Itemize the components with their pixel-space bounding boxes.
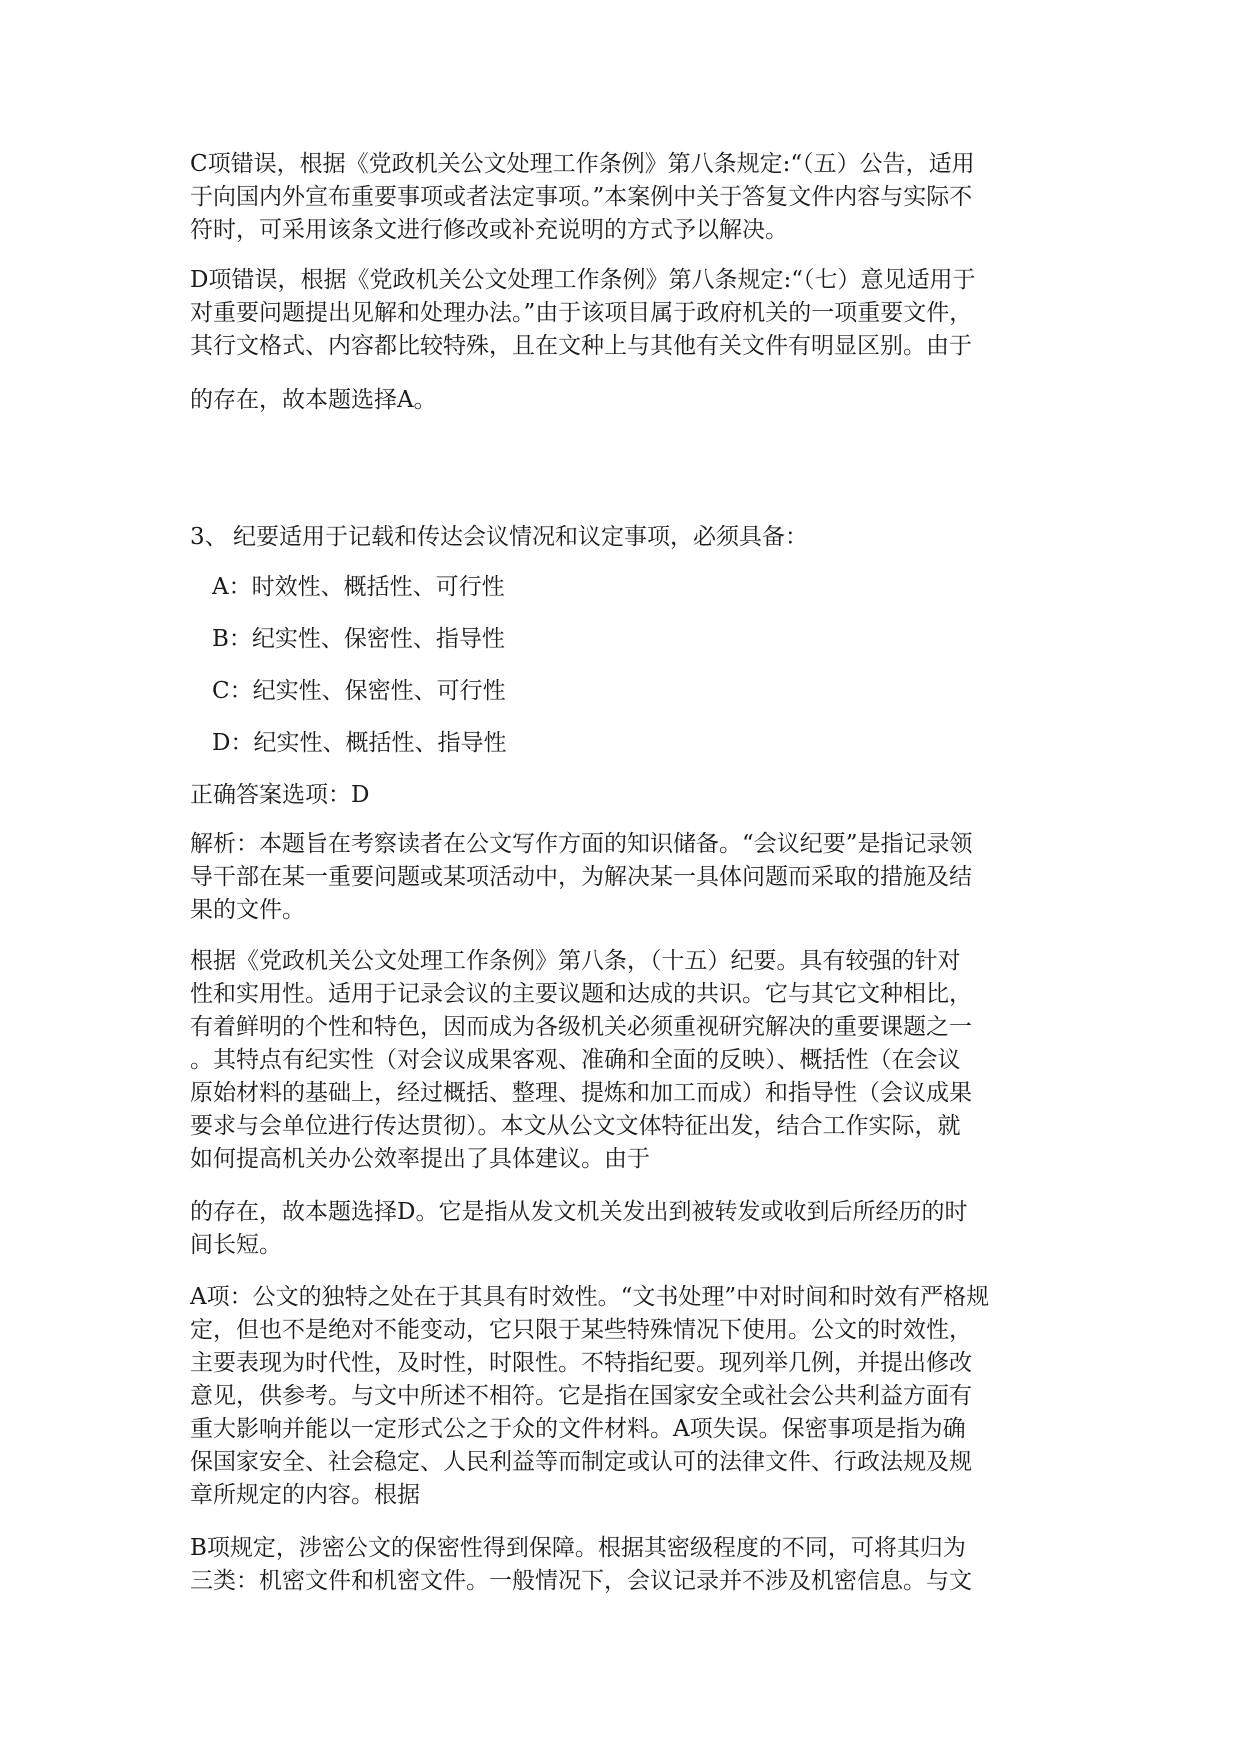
text-line: 定，但也不是绝对不能变动，它只限于某些特殊情况下使用。公文的时效性， [190,1317,972,1343]
text-line: 如何提高机关办公效率提出了具体建议。由于 [190,1146,650,1172]
text-line: 要求与会单位进行传达贯彻）。本文从公文文体特征出发，结合工作实际，就 [190,1113,961,1139]
question-number: 3、 [190,524,228,550]
text-line: B项规定，涉密公文的保密性得到保障。根据其密级程度的不同，可将其归为 [190,1535,966,1561]
option-b: B：纪实性、保密性、指导性 [212,626,505,652]
question-stem: 纪要适用于记载和传达会议情况和议定事项，必须具备： [233,524,808,550]
conclusion-d-paragraph [190,1196,1060,1262]
text-line: A项：公文的独特之处在于其具有时效性。“文书处理”中对时间和时效有严格规 [190,1284,990,1310]
analysis-paragraph [190,828,1060,927]
text-line: 对重要问题提出见解和处理办法。”由于该项目属于政府机关的一项重要文件， [190,300,973,326]
c-analysis-paragraph [190,148,1060,247]
text-line: C项错误，根据《党政机关公文处理工作条例》第八条规定:“（五）公告，适用 [190,151,975,177]
text-line: 章所规定的内容。根据 [190,1482,420,1508]
text-line: 果的文件。 [190,897,305,923]
text-line: 解析：本题旨在考察读者在公文写作方面的知识储备。“会议纪要”是指记录领 [190,831,973,857]
text-line: 原始材料的基础上，经过概括、整理、提炼和加工而成）和指导性（会议成果 [190,1080,972,1106]
b-item-paragraph [190,1532,1060,1598]
text-line: 保国家安全、社会稳定、人民利益等而制定或认可的法律文件、行政法规及规 [190,1449,972,1475]
text-line: 根据《党政机关公文处理工作条例》第八条，（十五）纪要。具有较强的针对 [190,948,961,974]
a-item-paragraph [190,1281,1060,1512]
text-line: 性和实用性。适用于记录会议的主要议题和达成的共识。它与其它文种相比， [190,981,972,1007]
text-line: 正确答案选项：D [190,782,370,808]
option-c: C：纪实性、保密性、可行性 [212,678,506,704]
text-line: 主要表现为时代性，及时性，时限性。不特指纪要。现列举几例，并提出修改 [190,1350,972,1376]
text-line: 的存在，故本题选择A。 [190,387,437,413]
conclusion-a-paragraph [190,384,1060,417]
option-d: D：纪实性、概括性、指导性 [212,730,507,756]
text-line: 间长短。 [190,1232,282,1258]
text-line: 的存在，故本题选择D。它是指从发文机关发出到被转发或收到后所经历的时 [190,1199,968,1225]
text-line: 于向国内外宣布重要事项或者法定事项。”本案例中关于答复文件内容与实际不 [190,184,973,210]
text-line: 。其特点有纪实性（对会议成果客观、准确和全面的反映）、概括性（在会议 [190,1047,961,1073]
text-line: 符时，可采用该条文进行修改或补充说明的方式予以解决。 [190,217,788,243]
text-line: 导干部在某一重要问题或某项活动中，为解决某一具体问题而采取的措施及结 [190,864,972,890]
text-line: 重大影响并能以一定形式公之于众的文件材料。A项失误。保密事项是指为确 [190,1416,966,1442]
text-line: D项错误，根据《党政机关公文处理工作条例》第八条规定:“（七）意见适用于 [190,267,976,293]
option-a: A：时效性、概括性、可行性 [212,574,505,600]
basis-paragraph [190,945,1060,1176]
text-line: 其行文格式、内容都比较特殊，且在文种上与其他有关文件有明显区别。由于 [190,333,972,359]
text-line: 有着鲜明的个性和特色，因而成为各级机关必须重视研究解决的重要课题之一 [190,1014,972,1040]
correct-answer [190,779,1060,812]
text-line: 意见，供参考。与文中所述不相符。它是指在国家安全或社会公共利益方面有 [190,1383,972,1409]
text-line: 三类：机密文件和机密文件。一般情况下，会议记录并不涉及机密信息。与文 [190,1568,972,1594]
d-analysis-paragraph [190,264,1060,363]
